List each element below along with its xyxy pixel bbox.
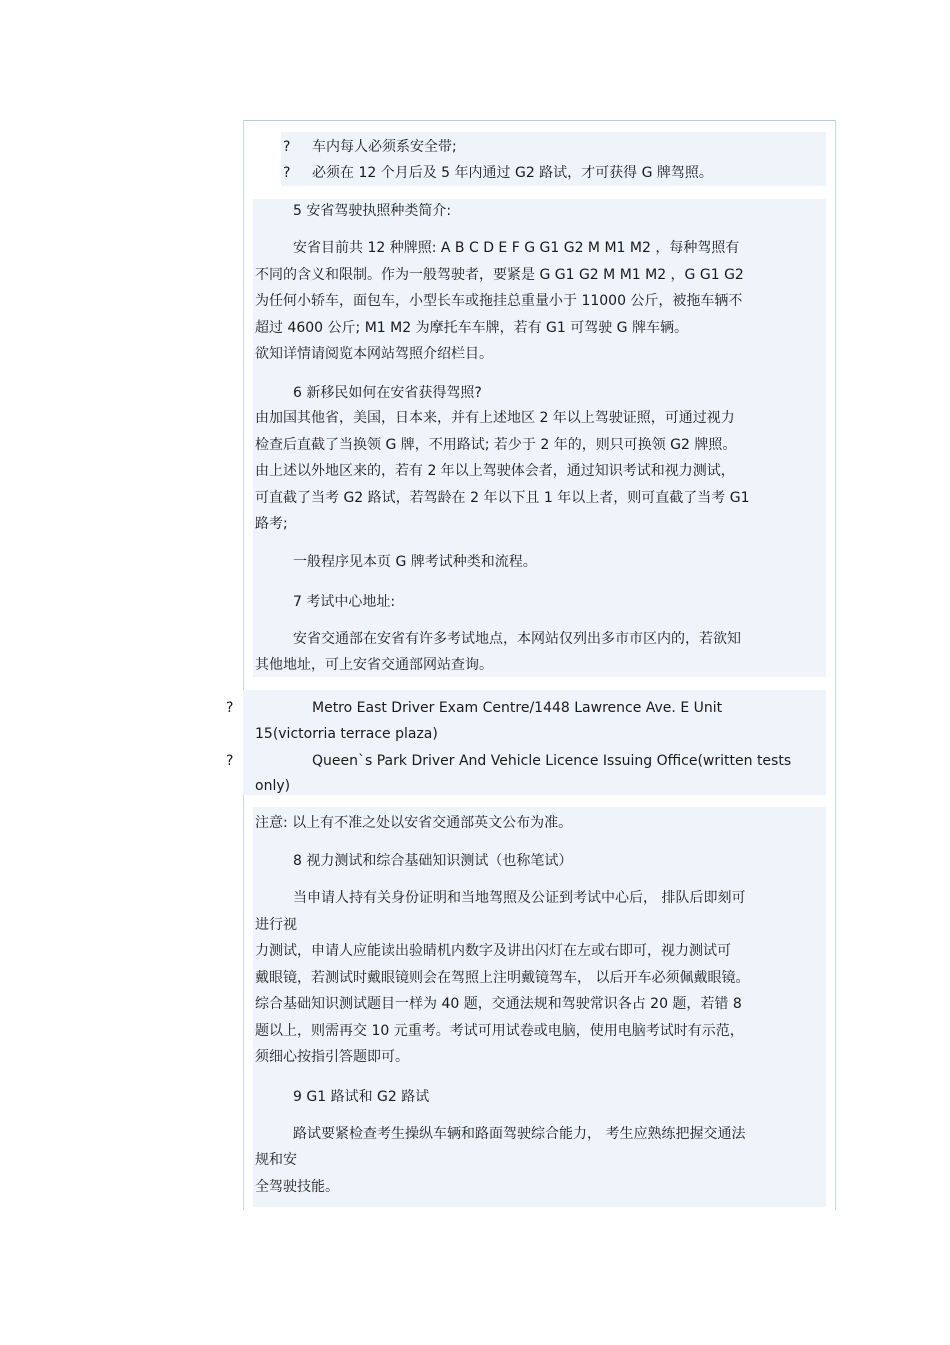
section-5-line: 不同的含义和限制。作为一般驾驶者，要紧是 G G1 G2 M M1 M2 ，G G1 G2 bbox=[255, 267, 744, 283]
section-6-line: 可直截了当考 G2 路试，若驾龄在 2 年以下且 1 年以上者，则可直截了当考 G1 bbox=[255, 490, 750, 506]
section-9-line: 全驾驶技能。 bbox=[255, 1179, 339, 1195]
bullet-icon: ? bbox=[283, 165, 291, 181]
section-6-line: 由上述以外地区来的，若有 2 年以上驾驶体会者，通过知识考试和视力测试， bbox=[255, 463, 735, 479]
section-7-line: 安省交通部在安省有许多考试地点，本网站仅列出多市市区内的，若欲知 bbox=[293, 631, 741, 647]
section-5-heading: 5 安省驾驶执照种类简介: bbox=[293, 203, 452, 219]
section-8-heading: 8 视力测试和综合基础知识测试（也称笔试） bbox=[293, 853, 573, 869]
section-8-line: 戴眼镜，若测试时戴眼镜则会在驾照上注明戴镜驾车， 以后开车必须佩戴眼镜。 bbox=[255, 970, 750, 986]
table-left-border bbox=[243, 120, 244, 1210]
section-8-line: 力测试，申请人应能读出验睛机内数字及讲出闪灯在左或右即可，视力测试可 bbox=[255, 943, 731, 959]
section-9-heading: 9 G1 路试和 G2 路试 bbox=[293, 1089, 430, 1105]
table-top-border bbox=[243, 120, 836, 121]
section-5-line: 欲知详情请阅览本网站驾照介绍栏目。 bbox=[255, 346, 493, 362]
rule-seatbelt: 车内每人必须系安全带; bbox=[312, 139, 457, 155]
section-6-line: 路考; bbox=[255, 516, 288, 532]
section-6-note: 一般程序见本页 G 牌考试种类和流程。 bbox=[293, 554, 537, 570]
table-right-border bbox=[835, 120, 836, 1210]
centre-2-name-cont: only) bbox=[255, 778, 291, 794]
section-6-line: 由加国其他省，美国，日本来，并有上述地区 2 年以上驾驶证照，可通过视力 bbox=[255, 410, 735, 426]
notice-text: 注意: 以上有不准之处以安省交通部英文公布为准。 bbox=[255, 815, 573, 831]
bullet-icon: ? bbox=[226, 753, 234, 769]
centre-1-address-cont: 15(victorria terrace plaza) bbox=[255, 726, 438, 742]
section-6-heading: 6 新移民如何在安省获得驾照? bbox=[293, 385, 482, 401]
centre-2-name: Queen`s Park Driver And Vehicle Licence Issuing Office(written tests bbox=[312, 753, 792, 769]
section-8-line: 题以上，则需再交 10 元重考。考试可用试卷或电脑，使用电脑考试时有示范， bbox=[255, 1023, 744, 1039]
section-5-line: 安省目前共 12 种牌照: A B C D E F G G1 G2 M M1 M2 ，每种驾照有 bbox=[293, 240, 740, 256]
bullet-icon: ? bbox=[226, 700, 234, 716]
section-6-line: 检查后直截了当换领 G 牌，不用路试; 若少于 2 年的，则只可换领 G2 牌照。 bbox=[255, 437, 737, 453]
section-8-line: 当申请人持有关身份证明和当地驾照及公证到考试中心后， 排队后即刻可 bbox=[293, 890, 746, 906]
bullet-icon: ? bbox=[283, 139, 291, 155]
centre-1-address: Metro East Driver Exam Centre/1448 Lawrence Ave. E Unit bbox=[312, 700, 723, 716]
section-7-heading: 7 考试中心地址: bbox=[293, 594, 396, 610]
section-9-line: 路试要紧检查考生操纵车辆和路面驾驶综合能力， 考生应熟练把握交通法 bbox=[293, 1126, 746, 1142]
section-8-line: 须细心按指引答题即可。 bbox=[255, 1049, 409, 1065]
section-7-line: 其他地址，可上安省交通部网站查询。 bbox=[255, 657, 493, 673]
rule-g2-road-test: 必须在 12 个月后及 5 年内通过 G2 路试，才可获得 G 牌驾照。 bbox=[312, 165, 713, 181]
section-5-line: 超过 4600 公斤; M1 M2 为摩托车车牌，若有 G1 可驾驶 G 牌车辆。 bbox=[255, 320, 688, 336]
section-8-line: 综合基础知识测试题目一样为 40 题，交通法规和驾驶常识各占 20 题，若错 8 bbox=[255, 996, 742, 1012]
section-5-line: 为任何小轿车，面包车，小型长车或拖挂总重量小于 11000 公斤，被拖车辆不 bbox=[255, 293, 743, 309]
section-8-line: 进行视 bbox=[255, 917, 297, 933]
section-9-line: 规和安 bbox=[255, 1152, 297, 1168]
